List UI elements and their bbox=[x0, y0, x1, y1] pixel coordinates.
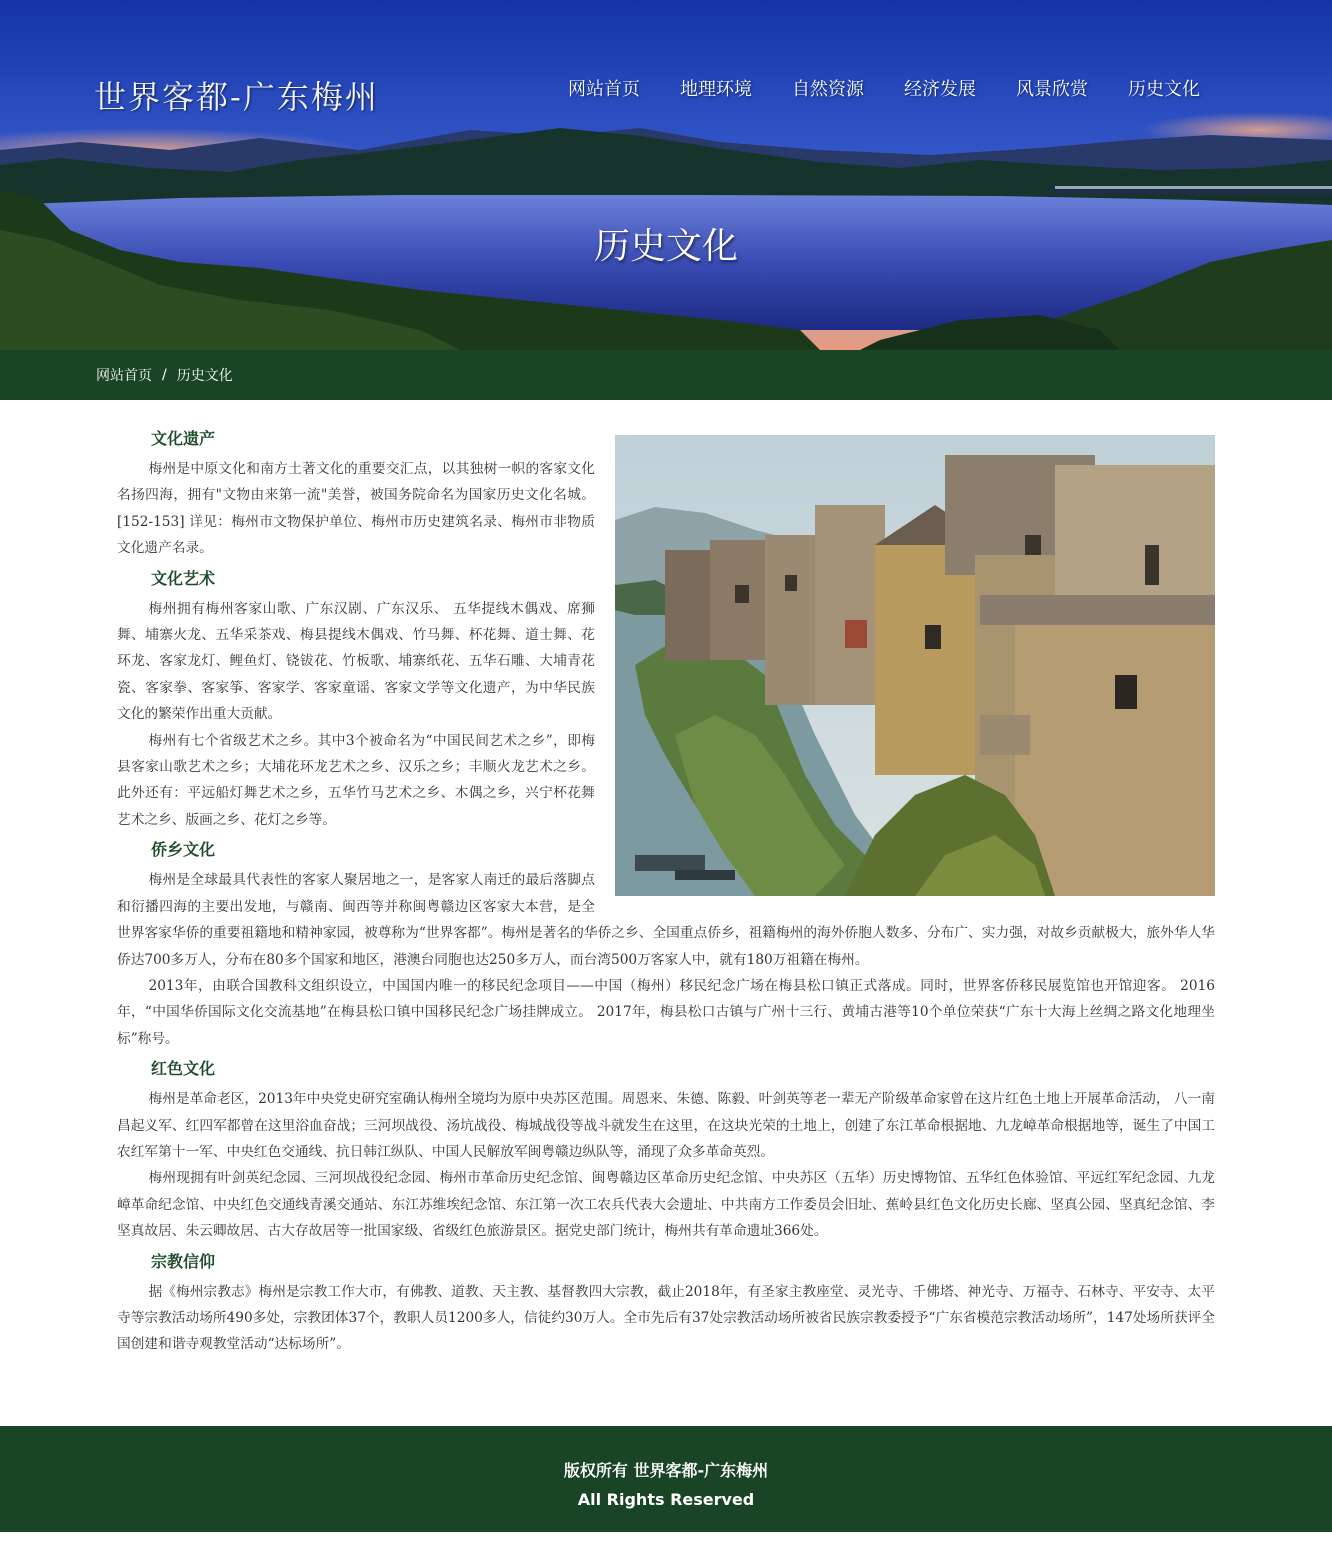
section-religion bbox=[117, 1249, 1215, 1358]
section-title: 文化遗产 bbox=[151, 429, 216, 448]
section-title: 侨乡文化 bbox=[151, 840, 216, 860]
hero-heading: 历史文化 bbox=[593, 226, 738, 267]
nav-item-economy[interactable]: 经济发展 bbox=[904, 79, 976, 100]
nav-item-scenery[interactable]: 风景欣赏 bbox=[1016, 79, 1088, 100]
main-nav bbox=[548, 76, 1220, 104]
nav-item-natural-resources[interactable]: 自然资源 bbox=[792, 79, 864, 100]
paragraph: 2013年，由联合国教科文组织设立，中国国内唯一的移民纪念项目——中国（梅州）移民纪念广场在梅县松口镇正式落成。同时，世界客侨移民展览馆也开馆迎客。 2016年，“中国华侨国际文化交流基地”在梅县松口镇中国移民纪念广场挂牌成立。 2017年，梅县松口古镇与广州十三行、黄埔古港等10个单位荣获“广东十大海上丝绸之路文化地理坐标”称号。 bbox=[117, 977, 1215, 1047]
site-title: 世界客都-广东梅州 bbox=[94, 78, 379, 116]
main-content bbox=[117, 400, 1215, 1426]
section-red-culture bbox=[117, 1056, 1215, 1244]
footer-copyright: 版权所有 世界客都-广东梅州 bbox=[563, 1461, 769, 1480]
footer-rights: All Rights Reserved bbox=[577, 1490, 755, 1509]
paragraph: 梅州拥有梅州客家山歌、广东汉剧、广东汉乐、 五华提线木偶戏、席狮舞、埔寨火龙、五华采茶戏、梅县提线木偶戏、竹马舞、杯花舞、道士舞、花环龙、客家龙灯、鲤鱼灯、铙钹花、竹板歌、埔寨纸花、五华石雕、大埔青花瓷、客家拳、客家筝、客家学、客家童谣、客家文学等文化遗产，为中华民族文化的繁荣作出重大贡献。 bbox=[117, 600, 595, 723]
breadcrumb-separator: / bbox=[162, 367, 167, 383]
section-title: 文化艺术 bbox=[151, 568, 216, 588]
river-landscape-image bbox=[0, 0, 1332, 350]
nav-item-geography[interactable]: 地理环境 bbox=[680, 79, 752, 100]
hero-banner bbox=[0, 0, 1332, 350]
paragraph: 梅州是全球最具代表性的客家人聚居地之一，是客家人南迁的最后落脚点和衍播四海的主要出发地，与赣南、闽西等并称闽粤赣边区客家大本营，是全世界客家华侨的重要祖籍地和精神家园，被尊称为“世界客都”。梅州是著名的华侨之乡、全国重点侨乡，祖籍梅州的海外侨胞人数多、分布广、实力强，对故乡贡献极大，旅外华人华侨达700多万人，分布在80多个国家和地区，港澳台同胞也达250多万人，而台湾500万客家人中，就有180万祖籍在梅州。 bbox=[117, 872, 1215, 968]
breadcrumb-home-link[interactable]: 网站首页 bbox=[96, 368, 152, 384]
paragraph: 梅州是中原文化和南方土著文化的重要交汇点，以其独树一帜的客家文化名扬四海，拥有"文物由来第一流"美誉，被国务院命名为国家历史文化名城。 [152-153] 详见：梅州市文物保护单位、梅州市历史建筑名录、梅州市非物质文化遗产名录。 bbox=[117, 461, 595, 557]
paragraph: 梅州是革命老区，2013年中央党史研究室确认梅州全境均为原中央苏区范围。周恩来、朱德、陈毅、叶剑英等老一辈无产阶级革命家曾在这片红色土地上开展革命活动， 八一南昌起义军、红四军都曾在这里浴血奋战；三河坝战役、汤坑战役、梅城战役等战斗就发生在这里，在这块光荣的土地上，创建了东江革命根据地、九龙嶂革命根据地等，诞生了中国工农红军第十一军、中央红色交通线、抗日韩江纵队、中国人民解放军闽粤赣边纵队等，涌现了众多革命英烈。 bbox=[117, 1091, 1215, 1160]
hakka-old-town-photo bbox=[615, 435, 1215, 896]
paragraph: 梅州现拥有叶剑英纪念园、三河坝战役纪念园、梅州市革命历史纪念馆、闽粤赣边区革命历史纪念馆、中央苏区（五华）历史博物馆、五华红色体验馆、平远红军纪念园、九龙嶂革命纪念馆、中央红色交通线青溪交通站、东江苏维埃纪念馆、东江第一次工农兵代表大会遗址、中共南方工作委员会旧址、蕉岭县红色文化历史长廊、坚真公园、坚真纪念馆、李坚真故居、朱云卿故居、古大存故居等一批国家级、省级红色旅游景区。据党史部门统计，梅州共有革命遗址366处。 bbox=[117, 1170, 1215, 1240]
nav-item-home[interactable]: 网站首页 bbox=[568, 79, 640, 100]
nav-item-history-culture[interactable]: 历史文化 bbox=[1128, 79, 1200, 100]
breadcrumb-current: 历史文化 bbox=[176, 368, 233, 384]
section-title: 红色文化 bbox=[151, 1059, 216, 1079]
breadcrumb bbox=[0, 350, 1332, 400]
footer bbox=[0, 1426, 1332, 1532]
paragraph: 据《梅州宗教志》梅州是宗教工作大市，有佛教、道教、天主教、基督教四大宗教，截止2018年，有圣家主教座堂、灵光寺、千佛塔、神光寺、万福寺、石林寺、平安寺、太平寺等宗教活动场所490多处，宗教团体37个，教职人员1200多人，信徒约30万人。全市先后有37处宗教活动场所被省民族宗教委授予“广东省模范宗教活动场所”，147处场所获评全国创建和谐寺观教堂活动“达标场所”。 bbox=[117, 1283, 1215, 1353]
section-title: 宗教信仰 bbox=[151, 1251, 216, 1271]
paragraph: 梅州有七个省级艺术之乡。其中3个被命名为“中国民间艺术之乡”，即梅县客家山歌艺术之乡；大埔花环龙艺术之乡、汉乐之乡；丰顺火龙艺术之乡。此外还有：平远船灯舞艺术之乡，五华竹马艺术之乡、木偶之乡，兴宁杯花舞艺术之乡、版画之乡、花灯之乡等。 bbox=[117, 732, 595, 828]
